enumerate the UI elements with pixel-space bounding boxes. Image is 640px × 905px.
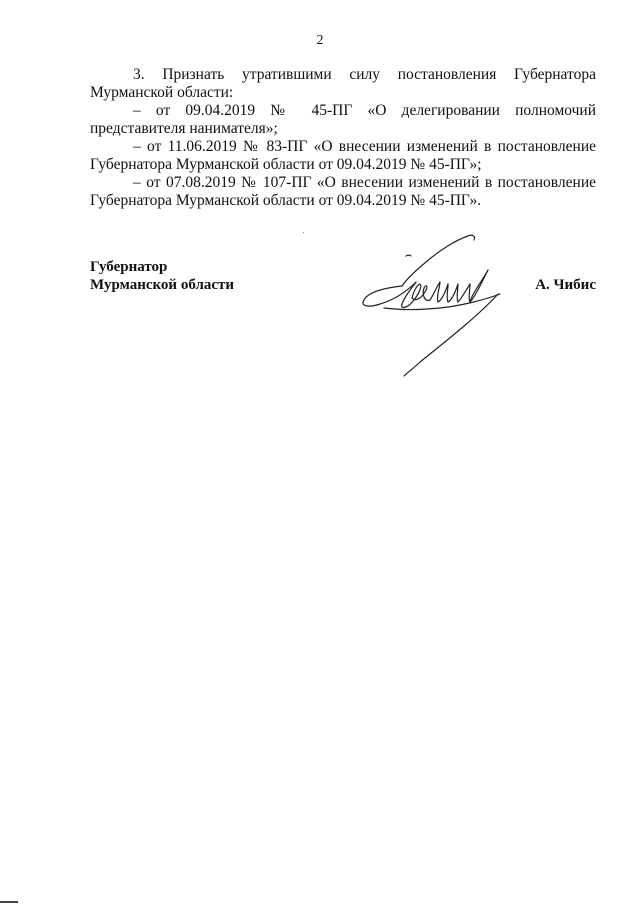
signatory-name: А. Чибис	[535, 277, 596, 293]
signatory-position	[90, 258, 234, 294]
page-number: 2	[316, 33, 324, 48]
paragraph-item-3: 3. Признать утратившими силу постановления Губернатора Мурманской области:	[90, 66, 596, 101]
list-item-decree-83: – от 11.06.2019 № 83-ПГ «О внесении изменений в постановление Губернатора Мурманской области от 09.04.2019 № 45-ПГ»;	[90, 138, 596, 173]
signatory-position-line1: Губернатор	[90, 259, 168, 275]
document-body	[90, 66, 596, 210]
signatory-position-line2: Мурманской области	[90, 277, 235, 293]
list-item-decree-107: – от 07.08.2019 № 107-ПГ «О внесении изменений в постановление Губернатора Мурманской области от 09.04.2019 № 45-ПГ».	[90, 174, 596, 209]
scan-edge-mark	[0, 901, 18, 903]
list-item-decree-45: – от 09.04.2019 № 45-ПГ «О делегировании полномочий представителя нанимателя»;	[90, 102, 596, 137]
scan-speck	[303, 232, 304, 233]
handwritten-signature	[360, 228, 520, 378]
